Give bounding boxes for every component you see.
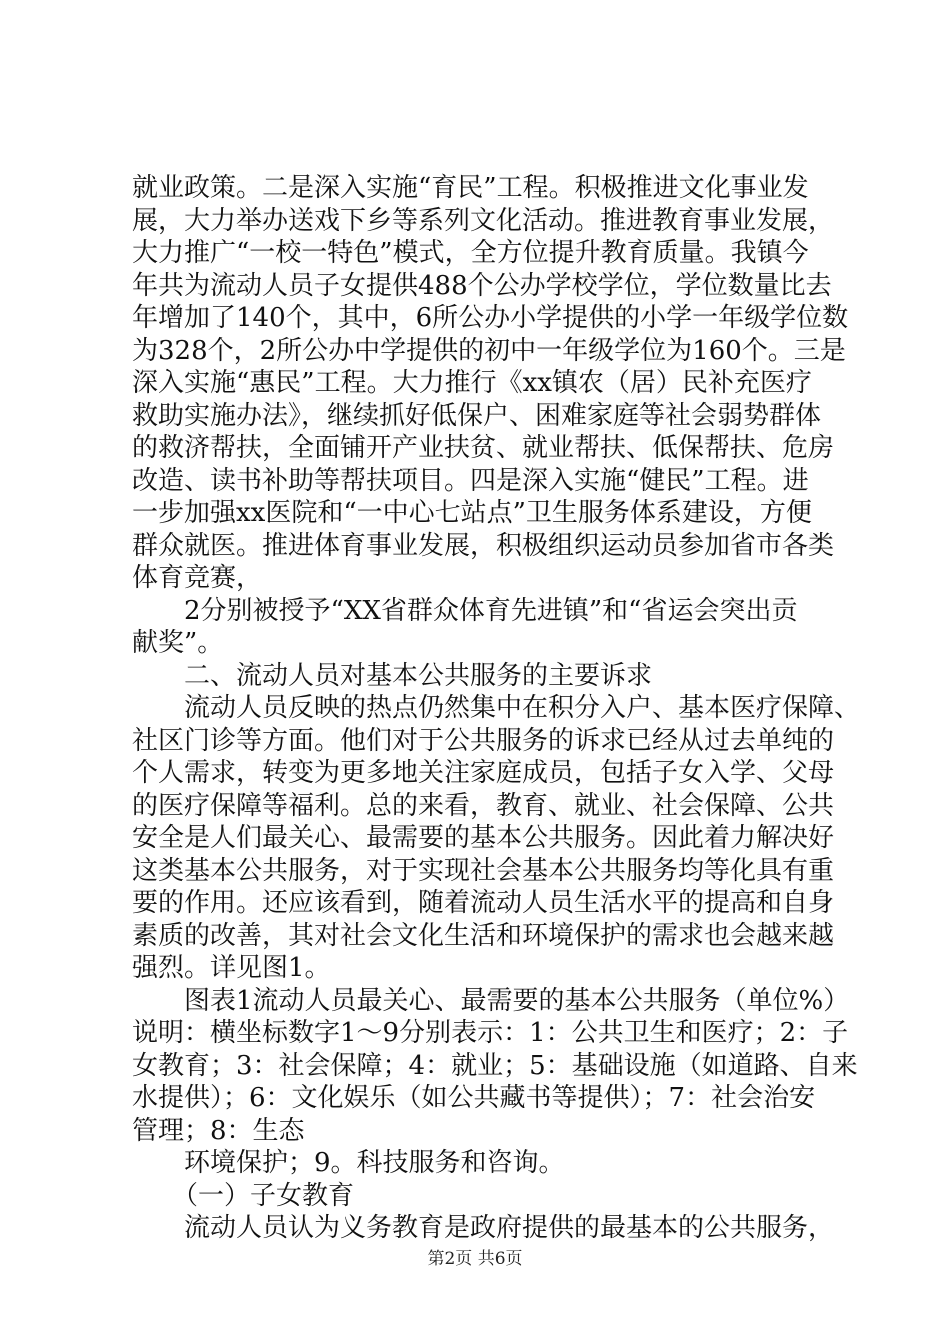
body-line: 一步加强xx医院和“一中心七站点”卫生服务体系建设，方便	[132, 498, 812, 528]
body-line: 年共为流动人员子女提供488个公办学校学位，学位数量比去	[132, 270, 832, 301]
figure-note-line: 管理；8：生态	[132, 1115, 305, 1146]
body-line: 的救济帮扶，全面铺开产业扶贫、就业帮扶、低保帮扶、危房	[132, 433, 835, 463]
body-line: 为328个，2所公办中学提供的初中一年级学位为160个。三是	[132, 335, 846, 366]
figure-caption: 图表1流动人员最关心、最需要的基本公共服务（单位%）	[184, 985, 850, 1016]
body-line: 群众就医。推进体育事业发展，积极组织运动员参加省市各类	[132, 530, 835, 561]
figure-note-line: 女教育；3：社会保障；4：就业；5：基础设施（如道路、自来	[132, 1050, 858, 1081]
body-line: 就业政策。二是深入实施“育民”工程。积极推进文化事业发	[132, 173, 809, 203]
body-line: 这类基本公共服务，对于实现社会基本公共服务均等化具有重	[132, 855, 835, 886]
body-line: 大力推广“一校一特色”模式，全方位提升教育质量。我镇今	[132, 238, 809, 268]
paragraph-start-line: 2分别被授予“XX省群众体育先进镇”和“省运会突出贡	[184, 595, 798, 626]
body-line: 安全是人们最关心、最需要的基本公共服务。因此着力解决好	[132, 823, 835, 853]
subsection-heading: （一）子女教育	[172, 1180, 355, 1211]
paragraph-start-line: 流动人员反映的热点仍然集中在积分入户、基本医疗保障、	[184, 693, 861, 723]
body-line: 改造、读书补助等帮扶项目。四是深入实施“健民”工程。进	[132, 465, 809, 496]
body-line: 的医疗保障等福利。总的来看，教育、就业、社会保障、公共	[132, 790, 835, 821]
figure-note-line: 说明：横坐标数字1～9分别表示：1：公共卫生和医疗；2：子	[132, 1018, 849, 1048]
paragraph-start-line: 流动人员认为义务教育是政府提供的最基本的公共服务，	[184, 1213, 835, 1243]
body-line: 献奖”。	[132, 628, 224, 658]
body-line: 展，大力举办送戏下乡等系列文化活动。推进教育事业发展，	[132, 205, 835, 236]
body-line: 要的作用。还应该看到，随着流动人员生活水平的提高和自身	[132, 888, 835, 918]
section-heading: 二、流动人员对基本公共服务的主要诉求	[184, 660, 653, 691]
body-line: 个人需求，转变为更多地关注家庭成员，包括子女入学、父母	[132, 758, 835, 788]
body-line: 社区门诊等方面。他们对于公共服务的诉求已经从过去单纯的	[132, 725, 835, 756]
body-line: 深入实施“惠民”工程。大力推行《xx镇农（居）民补充医疗	[132, 368, 812, 398]
figure-note-line: 环境保护；9。科技服务和咨询。	[184, 1148, 565, 1178]
body-line: 体育竞赛，	[132, 563, 263, 593]
body-line: 救助实施办法》，继续抓好低保户、困难家庭等社会弱势群体	[132, 400, 822, 431]
body-line: 强烈。详见图1。	[132, 953, 331, 983]
body-line: 年增加了140个，其中，6所公办小学提供的小学一年级学位数	[132, 303, 849, 333]
document-body	[132, 172, 861, 1245]
figure-note-line: 水提供）；6：文化娱乐（如公共藏书等提供）；7：社会治安	[132, 1083, 816, 1113]
page-number-label: 第2页 共6页	[427, 1249, 523, 1269]
page-footer	[0, 1244, 950, 1269]
body-line: 素质的改善，其对社会文化生活和环境保护的需求也会越来越	[132, 920, 835, 951]
